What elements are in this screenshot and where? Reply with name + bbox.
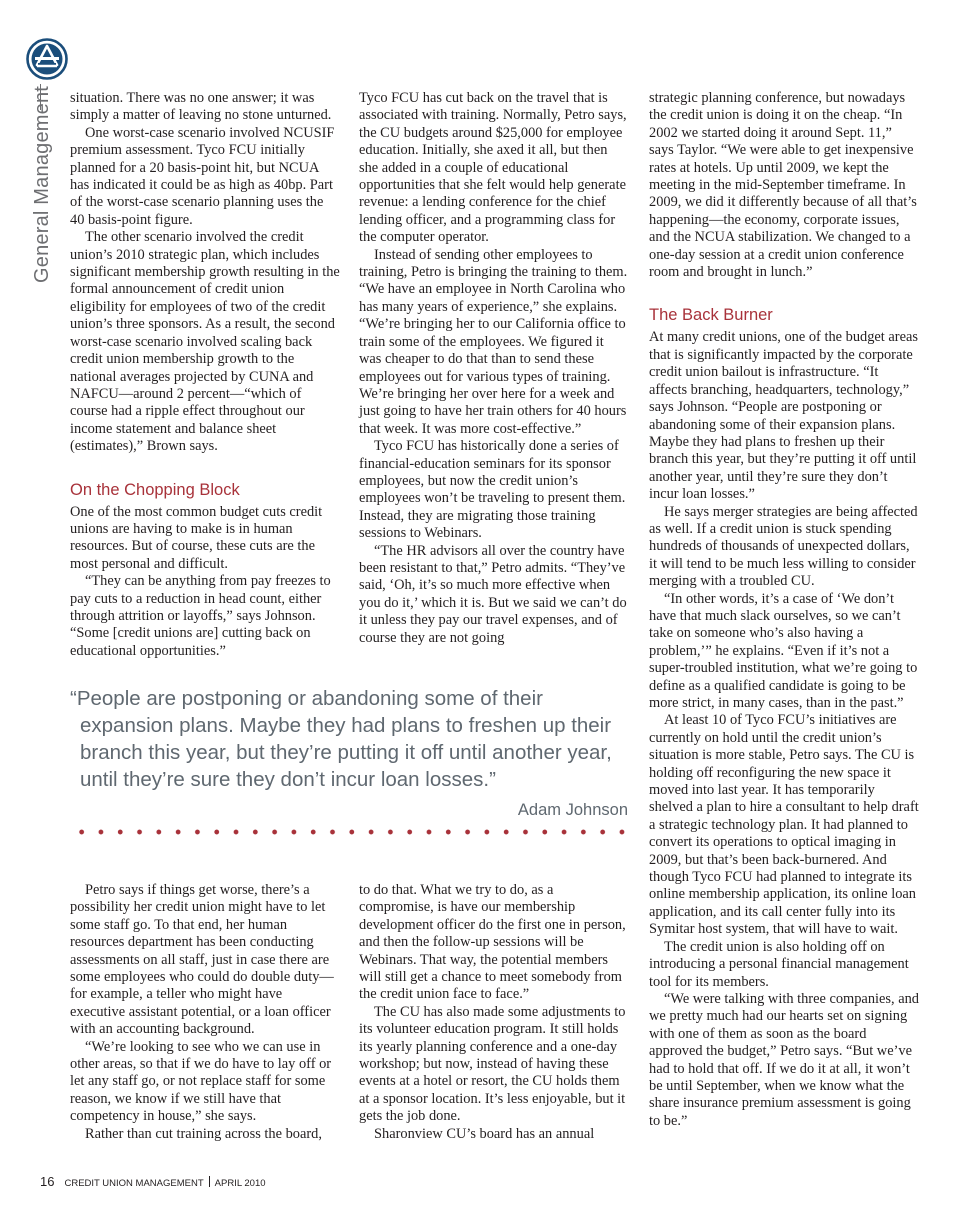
body-paragraph: One of the most common budget cuts credit unions are having to make is in human resources. But of course, these cuts are the most personal and difficult. (70, 503, 323, 572)
body-paragraph: One worst-case scenario involved NCUSIF premium assessment. Tyco FCU initially planned for a 20 basis-point hit, but NCUA has indicated it could be as high as 40bp. Part of the worst-case scenario planning uses the 40 basis-point figure. (70, 124, 335, 228)
article-column-1 (70, 90, 340, 660)
body-paragraph: Sharonview CU’s board has an annual (374, 1125, 595, 1142)
body-paragraph: At many credit unions, one of the budget areas that is significantly impacted by the corporate credit union bailout is infrastructure. “It affects branching, headquarters, technology,” says Johnson. “People are postponing or abandoning some of their expansion plans. Maybe they had plans to freshen up their branch this year, but they’re putting it off until another year, until they’re sure they don’t incur loan losses.” (649, 329, 918, 503)
body-paragraph: Instead of sending other employees to training, Petro is bringing the training to them. “We have an employee in North Carolina who has many years of experience,” she explains. “We’re bringing her to our California office to train some of the employees. We figured it was cheaper to do that than to send these employees out for various types of training. We’re bringing her over here for a week and just going to have her train others for 40 hours that week. It was more cost-effective.” (359, 246, 628, 437)
body-paragraph: The credit union is also holding off on introducing a personal financial management tool for its members. (649, 938, 909, 990)
dotted-divider (72, 829, 632, 835)
publication-name: CREDIT UNION MANAGEMENT (64, 1178, 204, 1189)
article-column-2 (359, 90, 629, 647)
body-paragraph: strategic planning conference, but nowadays the credit union is doing it on the cheap. “In 2002 we started doing it around Sept. 11,” says Taylor. “We were able to get inexpensive rates at hotels. Up until 2009, we kept the meeting in the mid-September timeframe. In 2009, we did it differently because of all that’s happening—the economy, corporate issues, and the NCUA stabilization. We changed to a one-day session at a credit union conference room and brought in lunch.” (649, 90, 917, 281)
body-paragraph: “In other words, it’s a case of ‘We don’t have that much slack ourselves, so we can’t take on someone who’s also having a problem,’” he explains. “Even if it’s not a super-troubled institution, what we’re going to define as a qualified candidate is going to be more strict, in many cases, than in the past.” (649, 590, 918, 711)
body-paragraph: The other scenario involved the credit union’s 2010 strategic plan, which includes significant membership growth resulting in the formal announcement of credit union eligibility for employees of two of the credit union’s three sponsors. As a result, the second worst-case scenario involved scaling back credit union membership growth to the national averages projected by CUNA and NAFCU—around 2 percent—“which of course had a ripple effect throughout our income statement and balance sheet (estimates),” Brown says. (70, 229, 340, 455)
section-heading: On the Chopping Block (70, 480, 240, 499)
body-paragraph: “They can be anything from pay freezes to pay cuts to a reduction in head count, either through attrition or layoffs,” says Johnson. “Some [credit unions are] cutting back on educational opportunities.” (70, 573, 331, 659)
footer-separator (209, 1176, 210, 1187)
body-paragraph: situation. There was no one answer; it was simply a matter of leaving no stone unturned. (70, 90, 332, 124)
body-paragraph: “The HR advisors all over the country have been resistant to that,” Petro admits. “They’ve said, ‘Oh, it’s so much more effective when you do it,’ which it is. But we said we can’t do it unless they pay our travel expenses, and of course they are not going (359, 542, 627, 646)
page-number: 16 (40, 1174, 55, 1189)
issue-date: APRIL 2010 (214, 1178, 266, 1189)
body-paragraph: “We were talking with three companies, and we pretty much had our hearts set on signing with one of them as soon as the board approved the budget,” Petro says. “But we’ve had to hold that off. If we do it at all, it won’t be until September, when we know what the share insurance premium assessment is going to be.” (649, 990, 919, 1129)
cu-logo-icon (26, 38, 68, 80)
body-paragraph: Petro says if things get worse, there’s a possibility her credit union might have to let some staff go. To that end, her human resources department has been conducting assessments on all staff, just in case there are some employees who could do double duty—for example, a teller who might have executive assistant potential, or a loan officer with an accounting background. (70, 882, 334, 1038)
pull-quote-attribution: Adam Johnson (517, 801, 628, 819)
pull-quote (70, 685, 630, 824)
pull-quote-text: “People are postponing or abandoning some of their expansion plans. Maybe they had plans to freshen up their branch this year, but they’re putting it off until another year, until they’re sure they don’t incur loan losses.” (70, 687, 612, 791)
body-paragraph: Tyco FCU has historically done a series of financial-education seminars for its sponsor employees, but now the credit union’s employees won’t be traveling to present them. Instead, they are migrating those training sessions to Webinars. (359, 438, 626, 542)
article-column-5 (359, 882, 629, 1143)
body-paragraph: to do that. What we try to do, as a compromise, is have our membership development officer do the first one in person, and then the follow-up sessions will be Webinars. That way, the potential members will still get a chance to meet somebody from the credit union face to face.” (359, 882, 626, 1003)
article-column-4 (70, 882, 340, 1143)
body-paragraph: The CU has also made some adjustments to its volunteer education program. It still holds its yearly planning conference and a one-day workshop; but now, instead of having these events at a hotel or resort, the CU holds them at a sponsor location. It’s less enjoyable, but it gets the job done. (359, 1003, 626, 1125)
section-heading: The Back Burner (649, 306, 773, 325)
body-paragraph: Rather than cut training across the board, (85, 1125, 322, 1142)
body-paragraph: Tyco FCU has cut back on the travel that is associated with training. Normally, Petro says, the CU budgets around $25,000 for employee education. Initially, she axed it all, but then she added in a couple of educational opportunities that she felt would help generate revenue: a lending conference for the chief lending officer, and a programming class for the computer operator. (359, 90, 627, 246)
section-label: General Management (31, 85, 53, 283)
page-footer (40, 1174, 266, 1189)
body-paragraph: At least 10 of Tyco FCU’s initiatives are currently on hold until the credit union’s situation is more stable, Petro says. The CU is holding off reconfiguring the new space it moved into last year. It has temporarily shelved a plan to hire a consultant to help draft a strategic technology plan. It had planned to convert its operations to optical imaging in 2009, but that’s been back-burnered. And though Tyco FCU had planned to integrate its online membership application, its online loan application, and its call center fully into its Symitar host system, that will have to wait. (649, 712, 919, 938)
article-column-3 (649, 90, 920, 1130)
body-paragraph: He says merger strategies are being affected as well. If a credit union is stuck spending hundreds of thousands of unexpected dollars, it will tend to be much less willing to consider merging with a troubled CU. (649, 503, 918, 590)
body-paragraph: “We’re looking to see who we can use in other areas, so that if we do have to lay off or let any staff go, or not replace staff for some reason, we know if we still have that competency in house,” she says. (70, 1038, 332, 1125)
